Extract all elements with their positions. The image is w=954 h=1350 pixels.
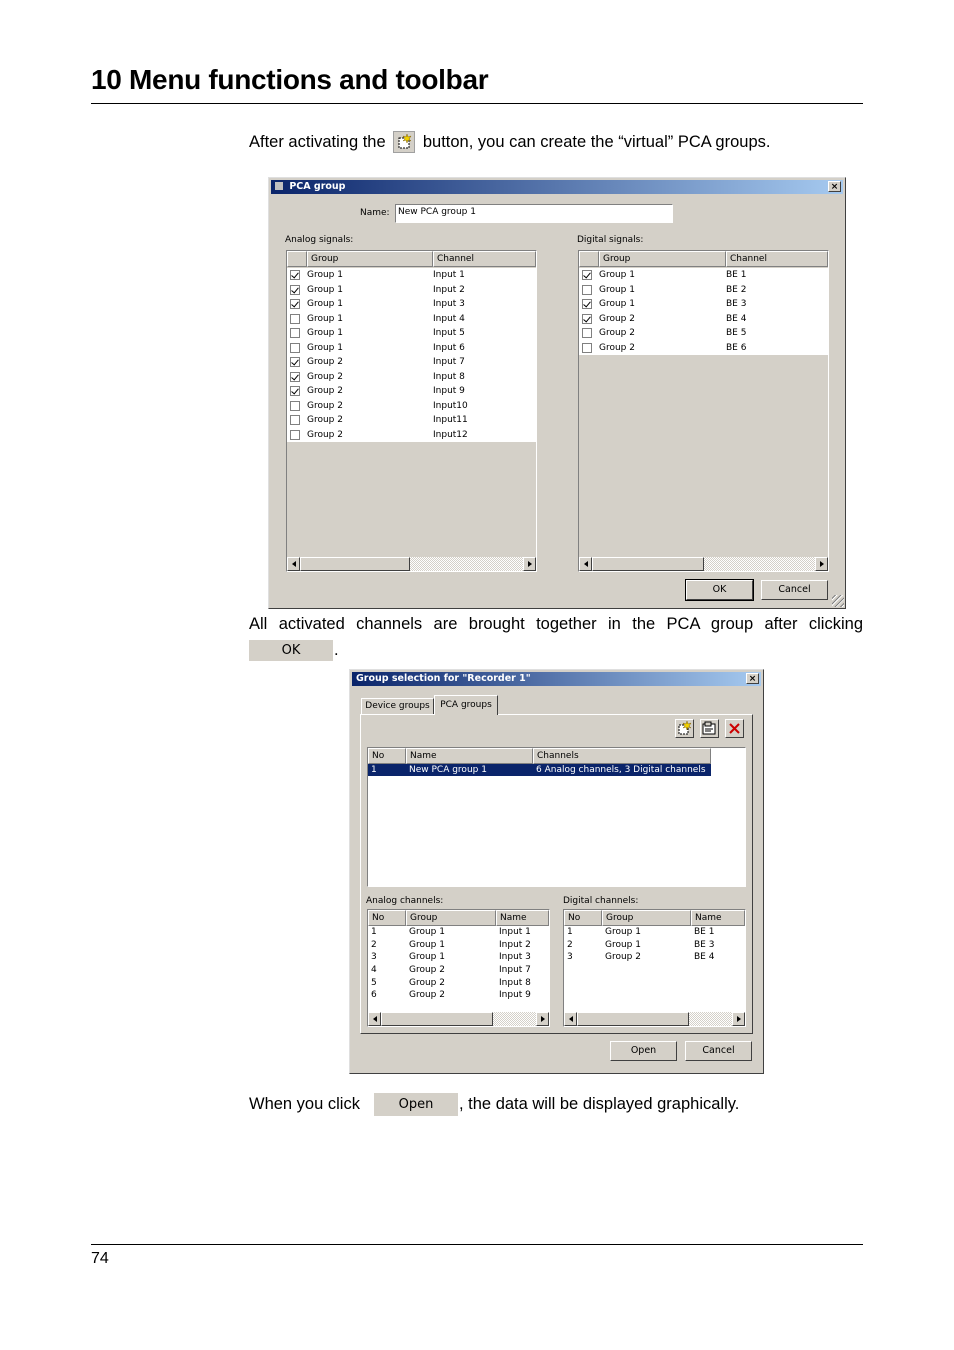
groups-rows <box>368 764 711 776</box>
list-item[interactable] <box>579 283 828 298</box>
checkbox[interactable] <box>290 415 300 425</box>
no-cell: 6 <box>371 990 377 1001</box>
column-header-name[interactable]: Name <box>496 910 549 926</box>
checkbox[interactable] <box>290 386 300 396</box>
name-cell: BE 1 <box>694 927 715 938</box>
list-item[interactable] <box>579 268 828 283</box>
list-item[interactable] <box>287 413 536 428</box>
checkbox[interactable] <box>582 270 592 280</box>
group-cell: Group 2 <box>307 415 343 426</box>
checkbox[interactable] <box>290 401 300 411</box>
delete-icon <box>726 720 743 737</box>
name-cell: Input 8 <box>499 977 531 988</box>
resize-grip[interactable] <box>832 595 844 607</box>
list-header <box>287 251 536 267</box>
channel-cell: Input 9 <box>433 386 465 397</box>
column-header-channel[interactable]: Channel <box>433 251 536 267</box>
horizontal-scrollbar[interactable] <box>579 557 828 571</box>
checkbox[interactable] <box>582 285 592 295</box>
dialog-titlebar <box>352 672 761 686</box>
list-item[interactable] <box>287 384 536 399</box>
group-cell: Group 2 <box>307 400 343 411</box>
list-header <box>564 910 745 926</box>
no-cell: 1 <box>371 927 377 938</box>
column-header-group[interactable]: Group <box>602 910 691 926</box>
channel-cell: Input 7 <box>433 357 465 368</box>
list-item[interactable] <box>287 297 536 312</box>
column-header-group[interactable]: Group <box>599 251 726 267</box>
channels-cell: 6 Analog channels, 3 Digital channels <box>536 765 706 775</box>
group-cell: Group 1 <box>409 927 445 938</box>
channel-cell: Input 5 <box>433 328 465 339</box>
pca-group-dialog <box>268 177 846 609</box>
channel-cell: Input 4 <box>433 313 465 324</box>
group-cell: Group 2 <box>599 313 635 324</box>
group-cell: Group 1 <box>307 299 343 310</box>
group-cell: Group 2 <box>307 429 343 440</box>
checkbox[interactable] <box>582 314 592 324</box>
name-cell: Input 7 <box>499 965 531 976</box>
table-row[interactable] <box>368 976 549 989</box>
no-cell: 1 <box>567 927 573 938</box>
open-button[interactable]: Open <box>610 1041 677 1061</box>
analog-channel-rows <box>368 926 549 1002</box>
group-cell: Group 1 <box>605 927 641 938</box>
table-row[interactable] <box>368 939 549 952</box>
group-cell: Group 1 <box>599 270 635 281</box>
pca-groups-list[interactable] <box>367 747 746 887</box>
channel-cell: BE 4 <box>726 313 747 324</box>
column-header-name[interactable]: Name <box>691 910 745 926</box>
group-cell: Group 1 <box>307 342 343 353</box>
group-cell: Group 2 <box>307 357 343 368</box>
checkbox[interactable] <box>290 299 300 309</box>
group-cell: Group 1 <box>409 939 445 950</box>
checkbox[interactable] <box>290 343 300 353</box>
close-icon[interactable]: × <box>746 673 759 684</box>
column-header-channels[interactable]: Channels <box>533 748 711 764</box>
channel-cell: Input 1 <box>433 270 465 281</box>
group-cell: Group 1 <box>599 284 635 295</box>
column-header-no[interactable]: No <box>368 748 406 764</box>
paragraph-activate <box>249 131 770 153</box>
group-cell: Group 1 <box>599 299 635 310</box>
name-cell: New PCA group 1 <box>409 765 487 775</box>
dialog-title: PCA group <box>289 181 346 192</box>
header-rule <box>91 103 863 104</box>
group-cell: Group 2 <box>409 977 445 988</box>
list-item[interactable] <box>287 283 536 298</box>
name-input[interactable]: New PCA group 1 <box>395 204 673 223</box>
scroll-left-button[interactable] <box>287 557 300 571</box>
list-item[interactable] <box>287 370 536 385</box>
name-cell: BE 3 <box>694 939 715 950</box>
horizontal-scrollbar[interactable] <box>287 557 536 571</box>
analog-channels-list[interactable] <box>367 909 550 1027</box>
new-group-button[interactable] <box>675 719 694 738</box>
scroll-right-button[interactable] <box>536 1012 549 1026</box>
digital-rows <box>579 268 828 355</box>
list-item[interactable] <box>287 399 536 414</box>
channel-cell: Input10 <box>433 400 468 411</box>
dialog-title: Group selection for "Recorder 1" <box>356 673 531 684</box>
channel-cell: Input 2 <box>433 284 465 295</box>
column-header-name[interactable]: Name <box>406 748 533 764</box>
checkbox[interactable] <box>290 328 300 338</box>
scroll-left-button[interactable] <box>368 1012 381 1026</box>
checkbox[interactable] <box>582 299 592 309</box>
new-group-icon <box>676 720 693 737</box>
list-item[interactable] <box>287 428 536 443</box>
scroll-right-button[interactable] <box>523 557 536 571</box>
page-title: 10 Menu functions and toolbar <box>91 64 489 95</box>
tab-pca-groups[interactable]: PCA groups <box>434 695 498 715</box>
group-cell: Group 2 <box>599 342 635 353</box>
scroll-left-button[interactable] <box>564 1012 577 1026</box>
list-header <box>368 910 549 926</box>
channel-cell: Input 6 <box>433 342 465 353</box>
open-button-illustration: Open <box>374 1093 458 1116</box>
cancel-button[interactable]: Cancel <box>761 580 828 600</box>
horizontal-scrollbar[interactable] <box>368 1012 549 1026</box>
footer-rule <box>91 1244 863 1245</box>
table-row[interactable] <box>368 989 549 1002</box>
no-cell: 3 <box>567 952 573 963</box>
group-cell: Group 2 <box>307 371 343 382</box>
paragraph-text: button, you can create the “virtual” PCA groups. <box>422 133 771 151</box>
table-row[interactable] <box>564 939 745 952</box>
group-cell: Group 1 <box>307 313 343 324</box>
name-cell: Input 9 <box>499 990 531 1001</box>
list-item[interactable] <box>287 312 536 327</box>
app-icon <box>275 182 283 190</box>
name-label: Name: <box>360 208 390 218</box>
list-item[interactable] <box>287 355 536 370</box>
delete-button[interactable] <box>725 719 744 738</box>
channel-cell: Input12 <box>433 429 468 440</box>
scroll-right-button[interactable] <box>732 1012 745 1026</box>
properties-icon <box>701 720 718 737</box>
name-cell: BE 4 <box>694 952 715 963</box>
checkbox[interactable] <box>290 372 300 382</box>
digital-signals-list[interactable] <box>578 250 829 572</box>
new-group-icon <box>393 131 415 153</box>
name-cell: Input 3 <box>499 952 531 963</box>
column-header-group[interactable]: Group <box>307 251 433 267</box>
analog-signals-list[interactable] <box>286 250 537 572</box>
group-cell: Group 1 <box>307 284 343 295</box>
no-cell: 1 <box>371 765 377 775</box>
name-cell: Input 1 <box>499 927 531 938</box>
group-cell: Group 2 <box>605 952 641 963</box>
checkbox[interactable] <box>290 270 300 280</box>
scroll-thumb[interactable] <box>577 1012 689 1026</box>
paragraph-text: , the data will be displayed graphically. <box>459 1095 740 1113</box>
table-row[interactable] <box>564 926 745 939</box>
paragraph-text: When you click <box>249 1095 360 1113</box>
channel-cell: Input 3 <box>433 299 465 310</box>
tab-device-groups[interactable]: Device groups <box>361 698 434 715</box>
table-row[interactable] <box>368 951 549 964</box>
ok-button[interactable]: OK <box>686 580 753 600</box>
checkbox[interactable] <box>582 328 592 338</box>
digital-channels-label: Digital channels: <box>563 896 639 906</box>
table-row[interactable] <box>368 964 549 977</box>
list-item[interactable] <box>579 297 828 312</box>
list-item[interactable] <box>287 341 536 356</box>
checkbox[interactable] <box>582 343 592 353</box>
column-header-group[interactable]: Group <box>406 910 496 926</box>
analog-signals-label: Analog signals: <box>285 235 354 245</box>
digital-channel-rows <box>564 926 745 964</box>
properties-button[interactable] <box>700 719 719 738</box>
checkbox[interactable] <box>290 285 300 295</box>
close-icon[interactable]: × <box>828 181 841 192</box>
channel-cell: BE 6 <box>726 342 747 353</box>
scroll-thumb[interactable] <box>592 557 704 571</box>
scroll-left-button[interactable] <box>579 557 592 571</box>
analog-rows <box>287 268 536 442</box>
group-selection-dialog <box>349 669 764 1074</box>
page-number: 74 <box>91 1250 109 1267</box>
analog-channels-label: Analog channels: <box>366 896 444 906</box>
no-cell: 3 <box>371 952 377 963</box>
scroll-thumb[interactable] <box>300 557 410 571</box>
checkbox[interactable] <box>290 357 300 367</box>
channel-cell: Input11 <box>433 415 468 426</box>
column-header-no[interactable]: No <box>564 910 602 926</box>
no-cell: 4 <box>371 965 377 976</box>
horizontal-scrollbar[interactable] <box>564 1012 745 1026</box>
group-cell: Group 2 <box>307 386 343 397</box>
group-cell: Group 1 <box>307 270 343 281</box>
list-header <box>579 251 828 267</box>
group-cell: Group 1 <box>307 328 343 339</box>
digital-signals-label: Digital signals: <box>577 235 644 245</box>
scroll-right-button[interactable] <box>815 557 828 571</box>
paragraph-brought-together: All activated channels are brought together in the PCA group after clicking <box>249 615 863 633</box>
list-item[interactable] <box>287 268 536 283</box>
dialog-titlebar <box>271 180 843 194</box>
group-cell: Group 2 <box>599 328 635 339</box>
checkbox[interactable] <box>290 314 300 324</box>
channel-cell: Input 8 <box>433 371 465 382</box>
group-cell: Group 1 <box>605 939 641 950</box>
no-cell: 2 <box>371 939 377 950</box>
table-row[interactable] <box>368 926 549 939</box>
group-cell: Group 2 <box>409 990 445 1001</box>
table-row[interactable] <box>368 764 711 776</box>
paragraph-text: . <box>334 641 339 659</box>
channel-cell: BE 5 <box>726 328 747 339</box>
checkbox[interactable] <box>290 430 300 440</box>
column-header-no[interactable]: No <box>368 910 406 926</box>
ok-button-illustration: OK <box>249 640 333 661</box>
channel-cell: BE 1 <box>726 270 747 281</box>
channel-cell: BE 2 <box>726 284 747 295</box>
channel-cell: BE 3 <box>726 299 747 310</box>
cancel-button[interactable]: Cancel <box>685 1041 752 1061</box>
group-cell: Group 1 <box>409 952 445 963</box>
list-item[interactable] <box>579 326 828 341</box>
table-row[interactable] <box>564 951 745 964</box>
digital-channels-list[interactable] <box>563 909 746 1027</box>
list-item[interactable] <box>579 312 828 327</box>
list-item[interactable] <box>287 326 536 341</box>
no-cell: 5 <box>371 977 377 988</box>
paragraph-text: After activating the <box>249 133 386 151</box>
column-header-channel[interactable]: Channel <box>726 251 828 267</box>
group-cell: Group 2 <box>409 965 445 976</box>
scroll-thumb[interactable] <box>381 1012 493 1026</box>
no-cell: 2 <box>567 939 573 950</box>
list-header <box>368 748 711 764</box>
name-cell: Input 2 <box>499 939 531 950</box>
list-item[interactable] <box>579 341 828 356</box>
